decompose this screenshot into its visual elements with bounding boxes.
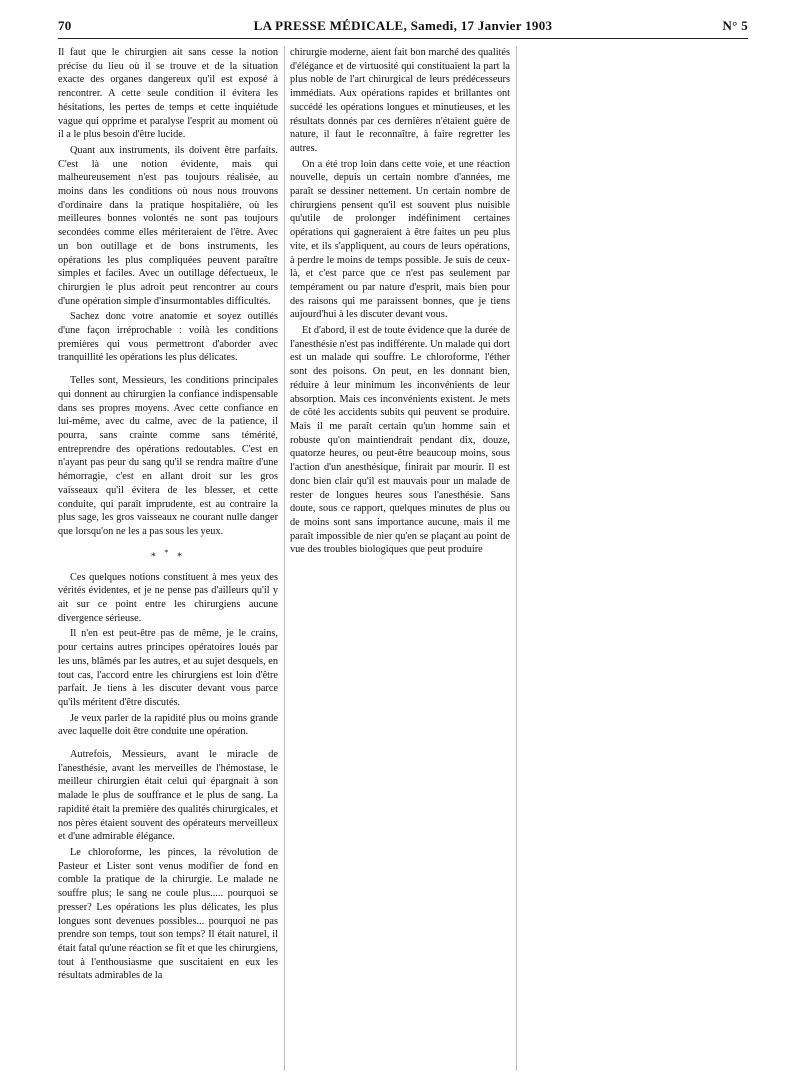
text-column-2 [290, 46, 510, 1071]
issue-number: N° 5 [722, 18, 748, 33]
running-header [58, 18, 748, 36]
column-divider [284, 46, 285, 1071]
paragraph: On a été trop loin dans cette voie, et une réaction nouvelle, depuis un certain nombre d'années, me paraît se dessiner nettement. Un certain nombre de chirurgiens pensent qu'il est souvent plus nuisible qu'utile de prolonger indéfiniment certaines opérations qui gagneraient à être faites un peu plus vite, et ils s'appliquent, au cours de leurs opérations, à perdre le moins de temps possible. Je suis de ceux-là, et c'est parce que ce n'est pas seulement par tempérament ou par nature d'esprit, mais bien pour des raisons qui me paraissent bonnes, que je tiens aujourd'hui à les discuter devant vous. [290, 158, 510, 321]
header-rule [58, 38, 748, 39]
section-asterism: * * * [150, 547, 186, 562]
paragraph: Sachez donc votre anatomie et soyez outillés d'une façon irréprochable : voilà les conditions premières qui vous permettront d'aborder avec tranquillité les opérations les plus délicates. [58, 311, 278, 364]
paragraph: Telles sont, Messieurs, les conditions principales qui donnent au chirurgien la confiance indispensable dans ses propres moyens. Avec cette confiance en lui-même, avec du calme, avec de la patience, il pourra, sans crainte comme sans témérité, entreprendre des opérations redoutables. C'est en n'ayant pas peur du sang qu'il se rendra maître d'une hémorragie, c'est en allant droit sur les gros vaisseaux qu'il évitera de les blesser, et cette conduite, qui paraît imprudente, est au contraire la plus sage, les gros vaisseaux ne courant nulle danger que lorsqu'on ne les a pas sous les yeux. [58, 375, 278, 537]
paragraph: Et d'abord, il est de toute évidence que la durée de l'anesthésie n'est pas indifférente. Un malade qui dort est un malade qui souffre. Le chloroforme, l'éther sont des poisons. On peut, en les donnant bien, réduire à leur minimum les inconvénients de leur absorption. Mais ces inconvénients existent. Je mets de côté les accidents subits qui peuvent se produire. Mais il me paraît certain qu'un homme sain et robuste qu'on maintiendrait pendant dix, douze, quatorze heures, ou peut-être beaucoup moins, sous l'action d'un anesthésique, finirait par mourir. Il est donc bien clair qu'il est mauvais pour un malade de rester de longues heures sous l'anesthésie. Sans doute, sous ce rapport, quelques minutes de plus ou de moins sont sans importance aucune, mais il me paraît impossible de nier qu'en se plaçant au point de vue des troubles biologiques que peut produire [290, 325, 510, 556]
paragraph: Le chloroforme, les pinces, la révolution de Pasteur et Lister sont venus modifier de fond en comble la pratique de la chirurgie. Le malade ne souffre plus; le sang ne coule plus..... pourquoi se presser? Les opérations les plus délicates, les plus longues sont devenues possibles... pourquoi ne pas prendre son temps, tout son temps? Il était naturel, il était fatal qu'une réaction se fît et que les chirurgiens, tout à l'enthousiasme que suscitaient en eux les résultats admirables de la [58, 847, 278, 982]
paragraph: Ces quelques notions constituent à mes yeux des vérités évidentes, et je ne pense pas d'ailleurs qu'il y ait sur ce point entre les chirurgiens aucune divergence sérieuse. [58, 571, 278, 624]
paragraph: Il faut que le chirurgien ait sans cesse la notion précise du lieu où il se trouve et de la situation exacte des organes dangereux qu'il est exposé à rencontrer. A cette seule condition il évitera les hésitations, les pertes de temps et cette inquiétude vague qui opprime et paralyse l'esprit au moment où il a le plus besoin d'être lucide. [58, 47, 278, 141]
paragraph: Je veux parler de la rapidité plus ou moins grande avec laquelle doit être conduite une opération. [58, 712, 278, 738]
text-column-3 [523, 46, 743, 1071]
journal-title: LA PRESSE MÉDICALE, Samedi, 17 Janvier 1903 [253, 18, 553, 33]
paragraph: Il n'en est peut-être pas de même, je le crains, pour certains autres principes opératoires loués par les uns, blâmés par les autres, et au sujet desquels, en tout cas, l'accord entre les chirurgiens est loin d'être parfait. Je tiens à les discuter devant vous parce qu'ils méritent d'être discutés. [58, 628, 278, 708]
paragraph: Autrefois, Messieurs, avant le miracle de l'anesthésie, avant les merveilles de l'hémostase, le meilleur chirurgien était celui qui épargnait à son malade le plus de souffrance et le plus de sang. La rapidité était la première des qualités chirurgicales, et nos pères étaient souvent des opérateurs merveilleux et d'une admirable élégance. [58, 749, 278, 843]
paragraph: chirurgie moderne, aient fait bon marché des qualités d'élégance et de virtuosité qui constituaient la part la plus noble de l'art chirurgical de leurs prédécesseurs immédiats. Aux opérations rapides et brillantes ont succédé les opérations longues et minutieuses, et les résultats donnés par ces dernières n'étaient guère de nature, il faut le reconnaître, à faire regretter les autres. [290, 47, 510, 154]
paragraph: Quant aux instruments, ils doivent être parfaits. C'est là une notion évidente, mais qui malheureusement n'est pas toujours réalisée, au moins dans les conditions où nous nous trouvons d'ordinaire dans la pratique hospitalière, où les meilleures bonnes volontés ne sont pas toujours secondées comme elles mériteraient de l'être. Avec un bon outillage et de bons instruments, les opérations les plus compliquées peuvent paraître simples et faciles. Avec un outillage défectueux, le chirurgien le plus adroit peut rencontrer au cours d'une opération simple d'insurmontables difficultés. [58, 144, 278, 307]
page-number: 70 [58, 18, 72, 33]
column-divider [516, 46, 517, 1071]
text-column-1 [58, 46, 278, 1071]
